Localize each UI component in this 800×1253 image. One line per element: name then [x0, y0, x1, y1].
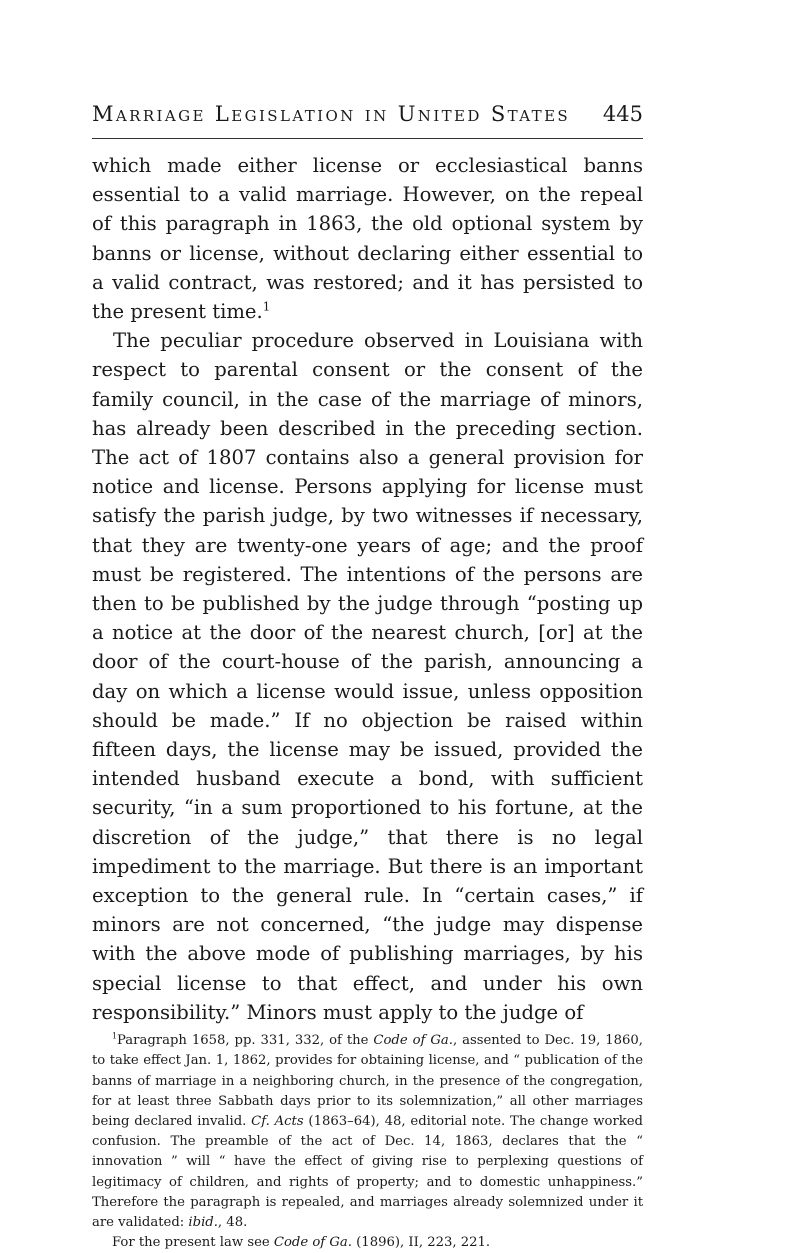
footnote-text-part-4: , 48.	[217, 1214, 248, 1230]
header-rule	[92, 138, 643, 139]
body-text	[92, 151, 643, 1027]
footnote-text-part-2: , assented to Dec. 19, 1860, to take effect Jan. 1, 1862, provides for obtaining license, and “ publication of the banns of marriage in a neighboring church, in the presence of the congregation, for at least three Sabbath days prior to its solemnization,” all other marriages being declared invalid.	[92, 1033, 643, 1129]
footnote	[92, 1031, 643, 1253]
footnote-citation-acts: Cf. Acts	[251, 1113, 304, 1129]
footnote-text-part-5: For the present law see	[112, 1235, 274, 1251]
footnote-citation-ibid: ibid.	[188, 1214, 218, 1230]
footnote-reference: 1	[262, 299, 271, 314]
footnote-citation-code: Code of Ga.	[373, 1033, 453, 1049]
footnote-text-part-3: (1863–64), 48, editorial note. The change worked confusion. The preamble of the act of Dec. 14, 1863, declares that the “ innovation ” will “ have the effect of giving rise to perplexing questions of legitimacy of children, and rights of property; and to domestic unhappiness.” Therefore the paragraph is repealed, and marriages already solemnized under it are validated:	[92, 1113, 643, 1230]
footnote-marker: 1	[112, 1031, 118, 1041]
paragraph-2: The peculiar procedure observed in Louisiana with respect to parental consent or the consent of the family council, in the case of the marriage of minors, has already been described in the preceding section. The act of 1807 contains also a general provision for notice and license. Persons applying for license must satisfy the parish judge, by two witnesses if necessary, that they are twenty-one years of age; and the proof must be registered. The intentions of the persons are then to be published by the judge through “posting up a notice at the door of the nearest church, [or] at the door of the court-house of the parish, announcing a day on which a license would issue, unless opposition should be made.” If no objection be raised within fifteen days, the license may be issued, provided the intended husband execute a bond, with sufficient security, “in a sum proportioned to his fortune, at the discretion of the judge,” that there is no legal impediment to the marriage. But there is an important exception to the general rule. In “certain cases,” if minors are not concerned, “the judge may dispense with the above mode of publishing marriages, by his special license to that effect, and under his own responsibility.” Minors must apply to the judge of	[92, 329, 643, 1024]
book-page	[92, 102, 643, 1253]
paragraph-1	[92, 151, 643, 326]
footnote-text-part-6: (1896), II, 223, 221.	[351, 1235, 491, 1251]
footnote-citation-code-1896: Code of Ga.	[273, 1235, 352, 1251]
running-head	[92, 102, 643, 126]
footnote-1	[92, 1031, 643, 1233]
paragraph-1-text: which made either license or ecclesiastical banns essential to a valid marriage. However, on the repeal of this paragraph in 1863, the old optional system by banns or license, without declaring either essential to a valid contract, was restored; and it has persisted to the present time.	[92, 154, 643, 324]
running-head-title: Marriage Legislation in United States	[92, 102, 571, 126]
footnote-text-part-1: Paragraph 1658, pp. 331, 332, of the	[117, 1033, 374, 1049]
page-number: 445	[602, 102, 643, 126]
footnote-1-continuation	[92, 1233, 643, 1253]
